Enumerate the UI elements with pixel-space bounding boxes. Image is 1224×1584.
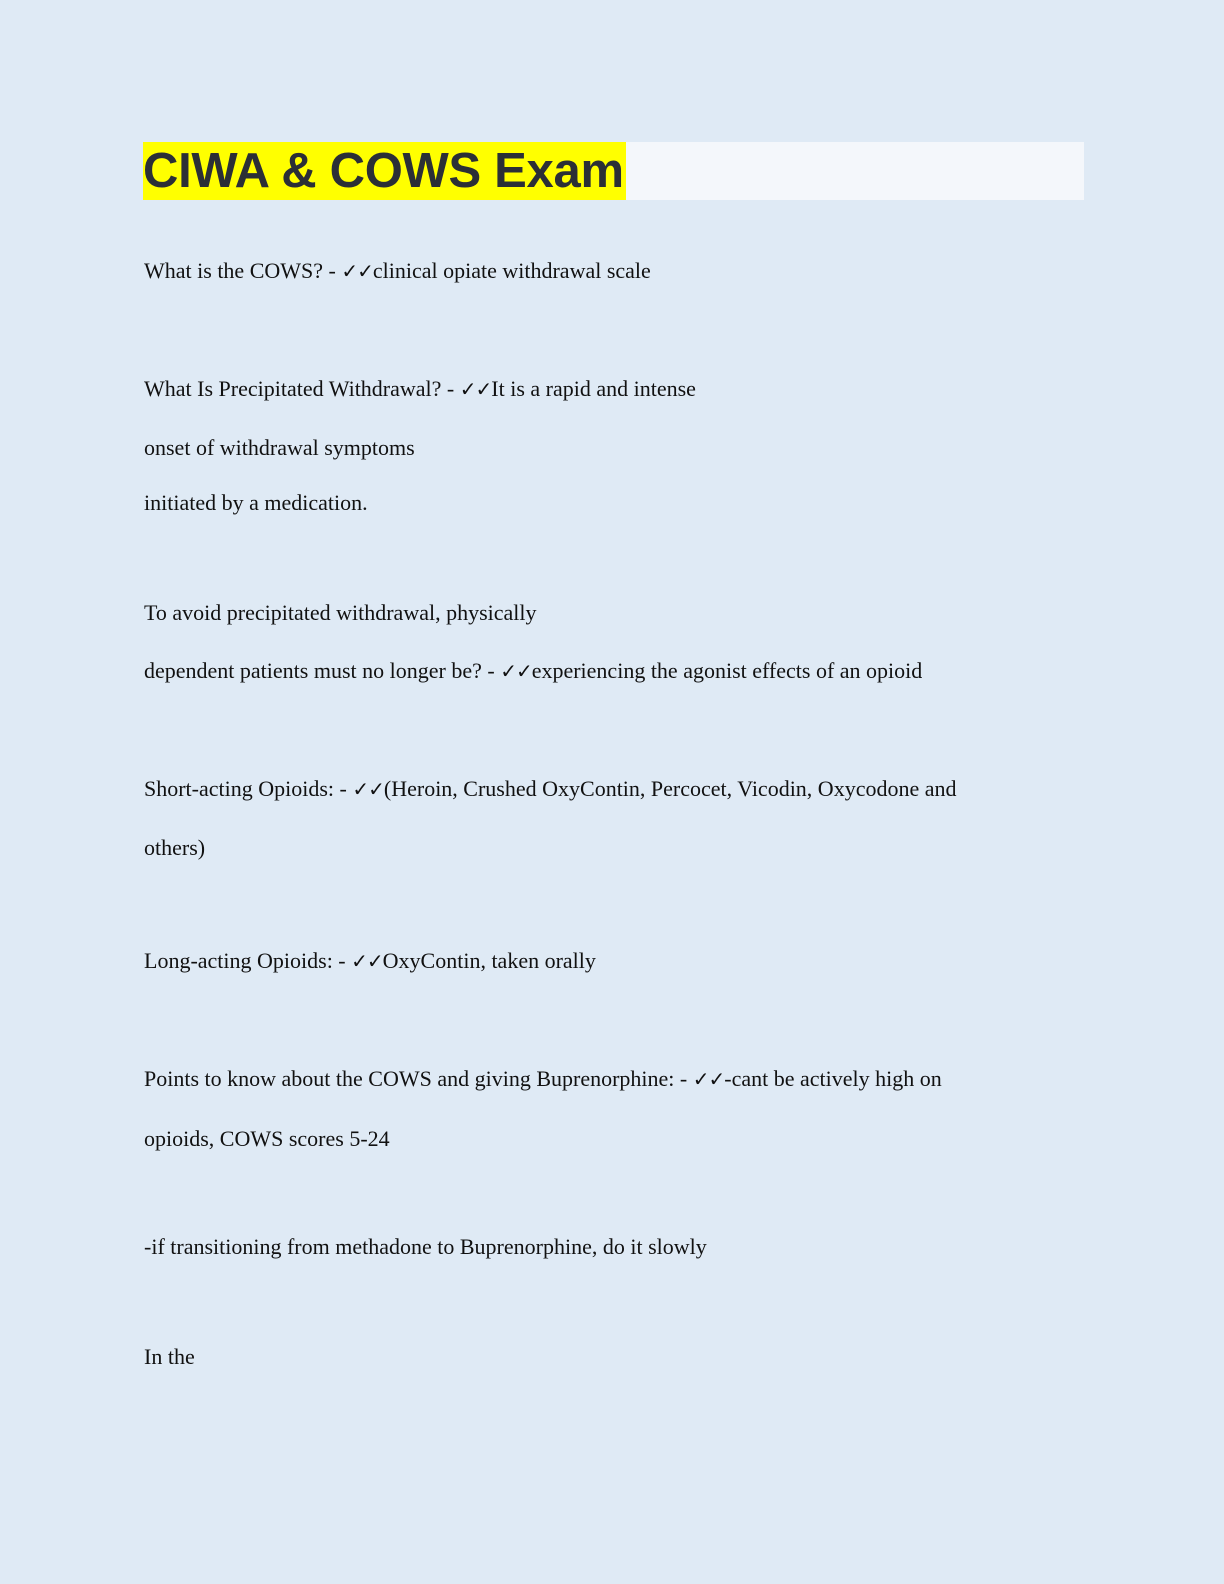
answer-text: It is a rapid and intense (491, 376, 696, 401)
answer-continuation: -if transitioning from methadone to Buprenorphine, do it slowly (144, 1234, 707, 1259)
double-check-icon: ✓✓ (352, 777, 384, 801)
document-title: CIWA & COWS Exam (143, 144, 624, 198)
answer-continuation: opioids, COWS scores 5-24 (144, 1126, 390, 1151)
question-text: Short-acting Opioids: - (144, 776, 353, 801)
answer-text: experiencing the agonist effects of an opioid (531, 658, 923, 683)
answer-continuation: onset of withdrawal symptoms (144, 435, 415, 460)
qa-item-6 (144, 1066, 942, 1092)
qa-item-3 (144, 658, 922, 684)
double-check-icon: ✓✓ (341, 259, 373, 283)
qa-item-2 (144, 376, 696, 402)
trailing-text: In the (144, 1344, 195, 1369)
question-text: To avoid precipitated withdrawal, physically (144, 600, 537, 625)
answer-text: clinical opiate withdrawal scale (372, 258, 651, 283)
question-text: What Is Precipitated Withdrawal? - (144, 376, 460, 401)
answer-text: OxyContin, taken orally (382, 948, 596, 973)
qa-item-4 (144, 776, 957, 802)
answer-continuation: others) (144, 835, 206, 860)
double-check-icon: ✓✓ (500, 659, 532, 683)
qa-item-1 (144, 258, 651, 284)
qa-item-5 (144, 948, 596, 974)
title-bar (143, 142, 1084, 200)
double-check-icon: ✓✓ (351, 949, 383, 973)
question-text: dependent patients must no longer be? - (144, 658, 501, 683)
double-check-icon: ✓✓ (692, 1067, 725, 1091)
answer-text: -cant be actively high on (724, 1066, 942, 1091)
answer-continuation: initiated by a medication. (144, 490, 368, 515)
question-text: What is the COWS? - (144, 258, 342, 283)
double-check-icon: ✓✓ (459, 377, 492, 401)
question-text: Long-acting Opioids: - (144, 948, 352, 973)
answer-text: (Heroin, Crushed OxyContin, Percocet, Vicodin, Oxycodone and (383, 776, 957, 801)
question-text: Points to know about the COWS and giving Buprenorphine: - (144, 1066, 693, 1091)
